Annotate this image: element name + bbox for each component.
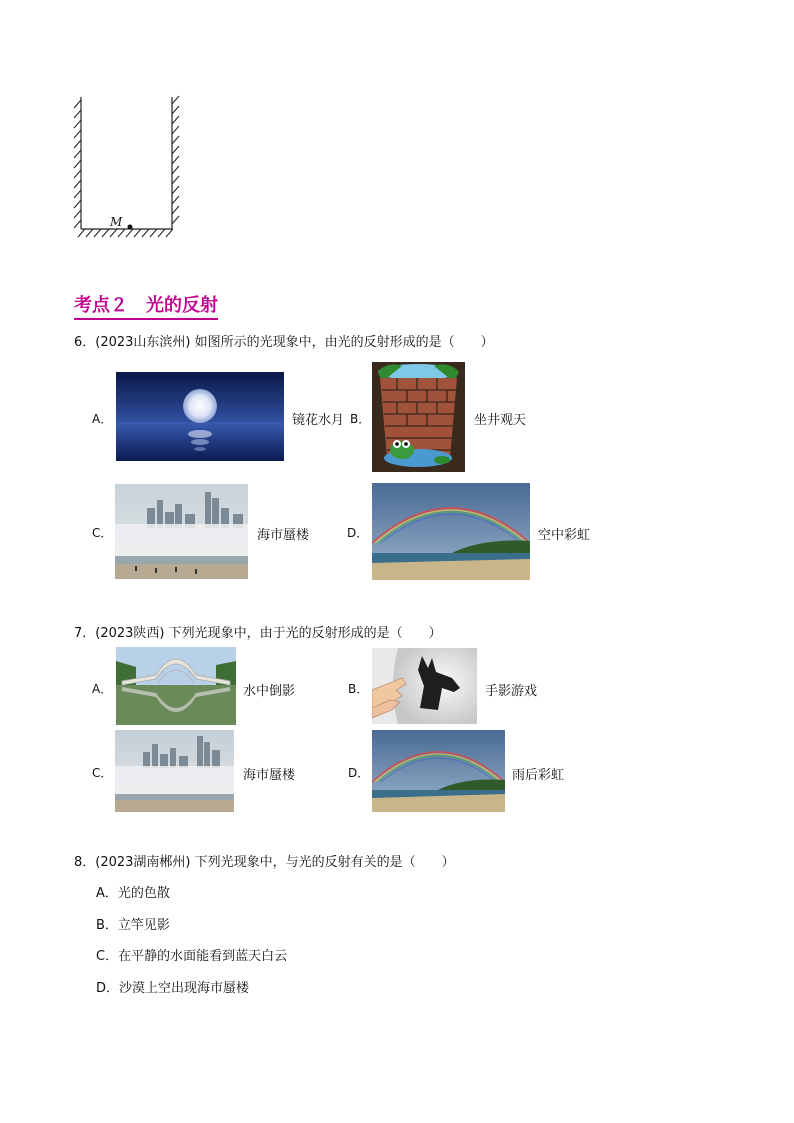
hand-shadow-image [372, 648, 477, 724]
city-in-fog-image-2 [115, 730, 234, 812]
q7-stem: 7．(2023陕西) 下列光现象中，由于光的反射形成的是（ ） [74, 626, 442, 641]
q7-option-b-letter: B． [348, 682, 369, 696]
q6-option-c-letter: C． [92, 526, 113, 540]
q6-option-d-caption: 空中彩虹 [538, 528, 591, 543]
q7-option-d-caption: 雨后彩虹 [512, 768, 565, 783]
q7-option-c-caption: 海市蜃楼 [243, 768, 296, 783]
rainbow-beach-image-2 [372, 730, 505, 812]
q6-option-b-caption: 坐井观天 [474, 413, 527, 428]
q6-option-d-letter: D． [347, 526, 369, 540]
q7-option-a-letter: A． [92, 682, 113, 696]
frog-in-well-image [372, 362, 465, 472]
q8-stem: 8．(2023湖南郴州) 下列光现象中，与光的反射有关的是（ ） [74, 855, 455, 870]
q7-option-d-letter: D． [348, 766, 370, 780]
q6-option-a-letter: A． [92, 412, 113, 426]
bridge-reflection-image [116, 647, 236, 725]
city-in-fog-image [115, 484, 248, 579]
section-title: 考点２ 光的反射 [74, 291, 218, 320]
q8-option-b: B．立竿见影 [96, 918, 170, 933]
moon-over-sea-image [116, 372, 284, 461]
q7-option-b-caption: 手影游戏 [485, 684, 538, 699]
q6-stem: 6．(2023山东滨州) 如图所示的光现象中，由光的反射形成的是（ ） [74, 335, 494, 350]
q6-option-b-letter: B． [350, 412, 371, 426]
q8-option-c: C．在平静的水面能看到蓝天白云 [96, 949, 288, 964]
point-m-dot [128, 225, 133, 230]
rainbow-beach-image [372, 483, 530, 580]
q6-option-c-caption: 海市蜃楼 [257, 528, 310, 543]
q8-option-d: D．沙漠上空出现海市蜃楼 [96, 981, 250, 996]
q6-option-a-caption: 镜花水月 [292, 413, 345, 428]
mirror-diagram [68, 92, 188, 242]
q7-option-a-caption: 水中倒影 [243, 684, 296, 699]
point-m-label: M [110, 215, 123, 229]
q8-option-a: A．光的色散 [96, 886, 170, 901]
q7-option-c-letter: C． [92, 766, 113, 780]
